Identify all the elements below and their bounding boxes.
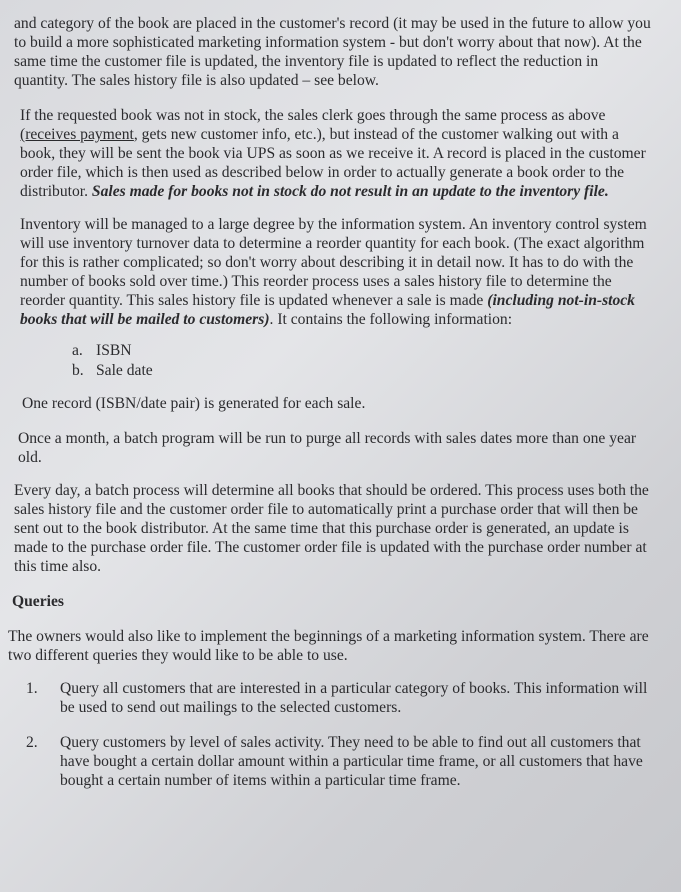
list-item: [26, 679, 651, 717]
paragraph-not-in-stock-text-a: If the requested book was not in stock, the sales clerk goes through the same process as above: [20, 107, 606, 124]
sales-history-field-list: [72, 341, 651, 380]
paragraph-not-in-stock-emphasis: Sales made for books not in stock do not result in an update to the inventory file.: [91, 183, 609, 200]
list-number: 2.: [26, 734, 38, 751]
section-heading-queries: Queries: [12, 593, 64, 610]
paragraph-daily-batch: Every day, a batch process will determine all books that should be ordered. This process uses both the sales history file and the customer order file to automatically print a purchase order that will then be sent out to the book distributor. At the same time that this purchase order is generated, an update is made to the purchase order file. The customer order file is updated with the purchase order number at this time also.: [14, 482, 649, 575]
list-marker: a.: [72, 342, 83, 359]
list-item: [72, 361, 651, 380]
paragraph-customer-record: and category of the book are placed in the customer's record (it may be used in the future to allow you to build a more sophisticated marketing information system - but don't worry about that now). At the same time the customer file is updated, the inventory file is updated to reflect the reduction in quantity. The sales history file is also updated – see below.: [14, 15, 651, 89]
list-item-text: Query customers by level of sales activity. They need to be able to find out all customers that have bought a certain dollar amount within a particular time frame, or all customers that have bought a certain number of items within a particular time frame.: [60, 734, 643, 789]
paragraph-owners: The owners would also like to implement the beginnings of a marketing information system. There are two different queries they would like to be able to use.: [8, 628, 649, 664]
list-number: 1.: [26, 680, 38, 697]
underlined-receives-payment: (receives payment: [20, 126, 134, 143]
paragraph-record-per-sale: One record (ISBN/date pair) is generated for each sale.: [22, 395, 366, 412]
list-item: [26, 733, 651, 790]
list-item-text: Sale date: [96, 362, 153, 379]
paragraph-not-in-stock: [20, 106, 651, 201]
paragraph-inventory-text-c: . It contains the following information:: [269, 311, 513, 328]
list-item: [72, 341, 651, 360]
paragraph-inventory: [20, 215, 651, 329]
list-item-text: Query all customers that are interested in a particular category of books. This information will be used to send out mailings to the selected customers.: [60, 680, 648, 716]
list-marker: b.: [72, 362, 84, 379]
paragraph-inventory-text-a: Inventory will be managed to a large degree by the information system. An inventory control system will use inventory turnover data to determine a reorder quantity for each book. (The exact algorithm for this is rather complicated; so don't worry about describing it in detail now. It has to do with the number of books sold over time.) This reorder process uses a sales history file to determine the reorder quantity. This sales history file is updated whenever a sale is made: [20, 216, 647, 309]
paragraph-not-in-stock-text-c: , gets new customer info, etc.), but instead of the customer walking out with a book, they will be sent the book via UPS as soon as we receive it. A record is placed in the customer order file, which is then used as described below in order to actually generate a book order to the distributor.: [20, 126, 646, 200]
paragraph-inventory-emphasis: (including not-in-stock books that will be mailed to customers): [20, 292, 635, 328]
list-item-text: ISBN: [96, 342, 132, 359]
paragraph-monthly-purge: Once a month, a batch program will be run to purge all records with sales dates more than one year old.: [18, 430, 637, 466]
query-list: [26, 679, 651, 790]
